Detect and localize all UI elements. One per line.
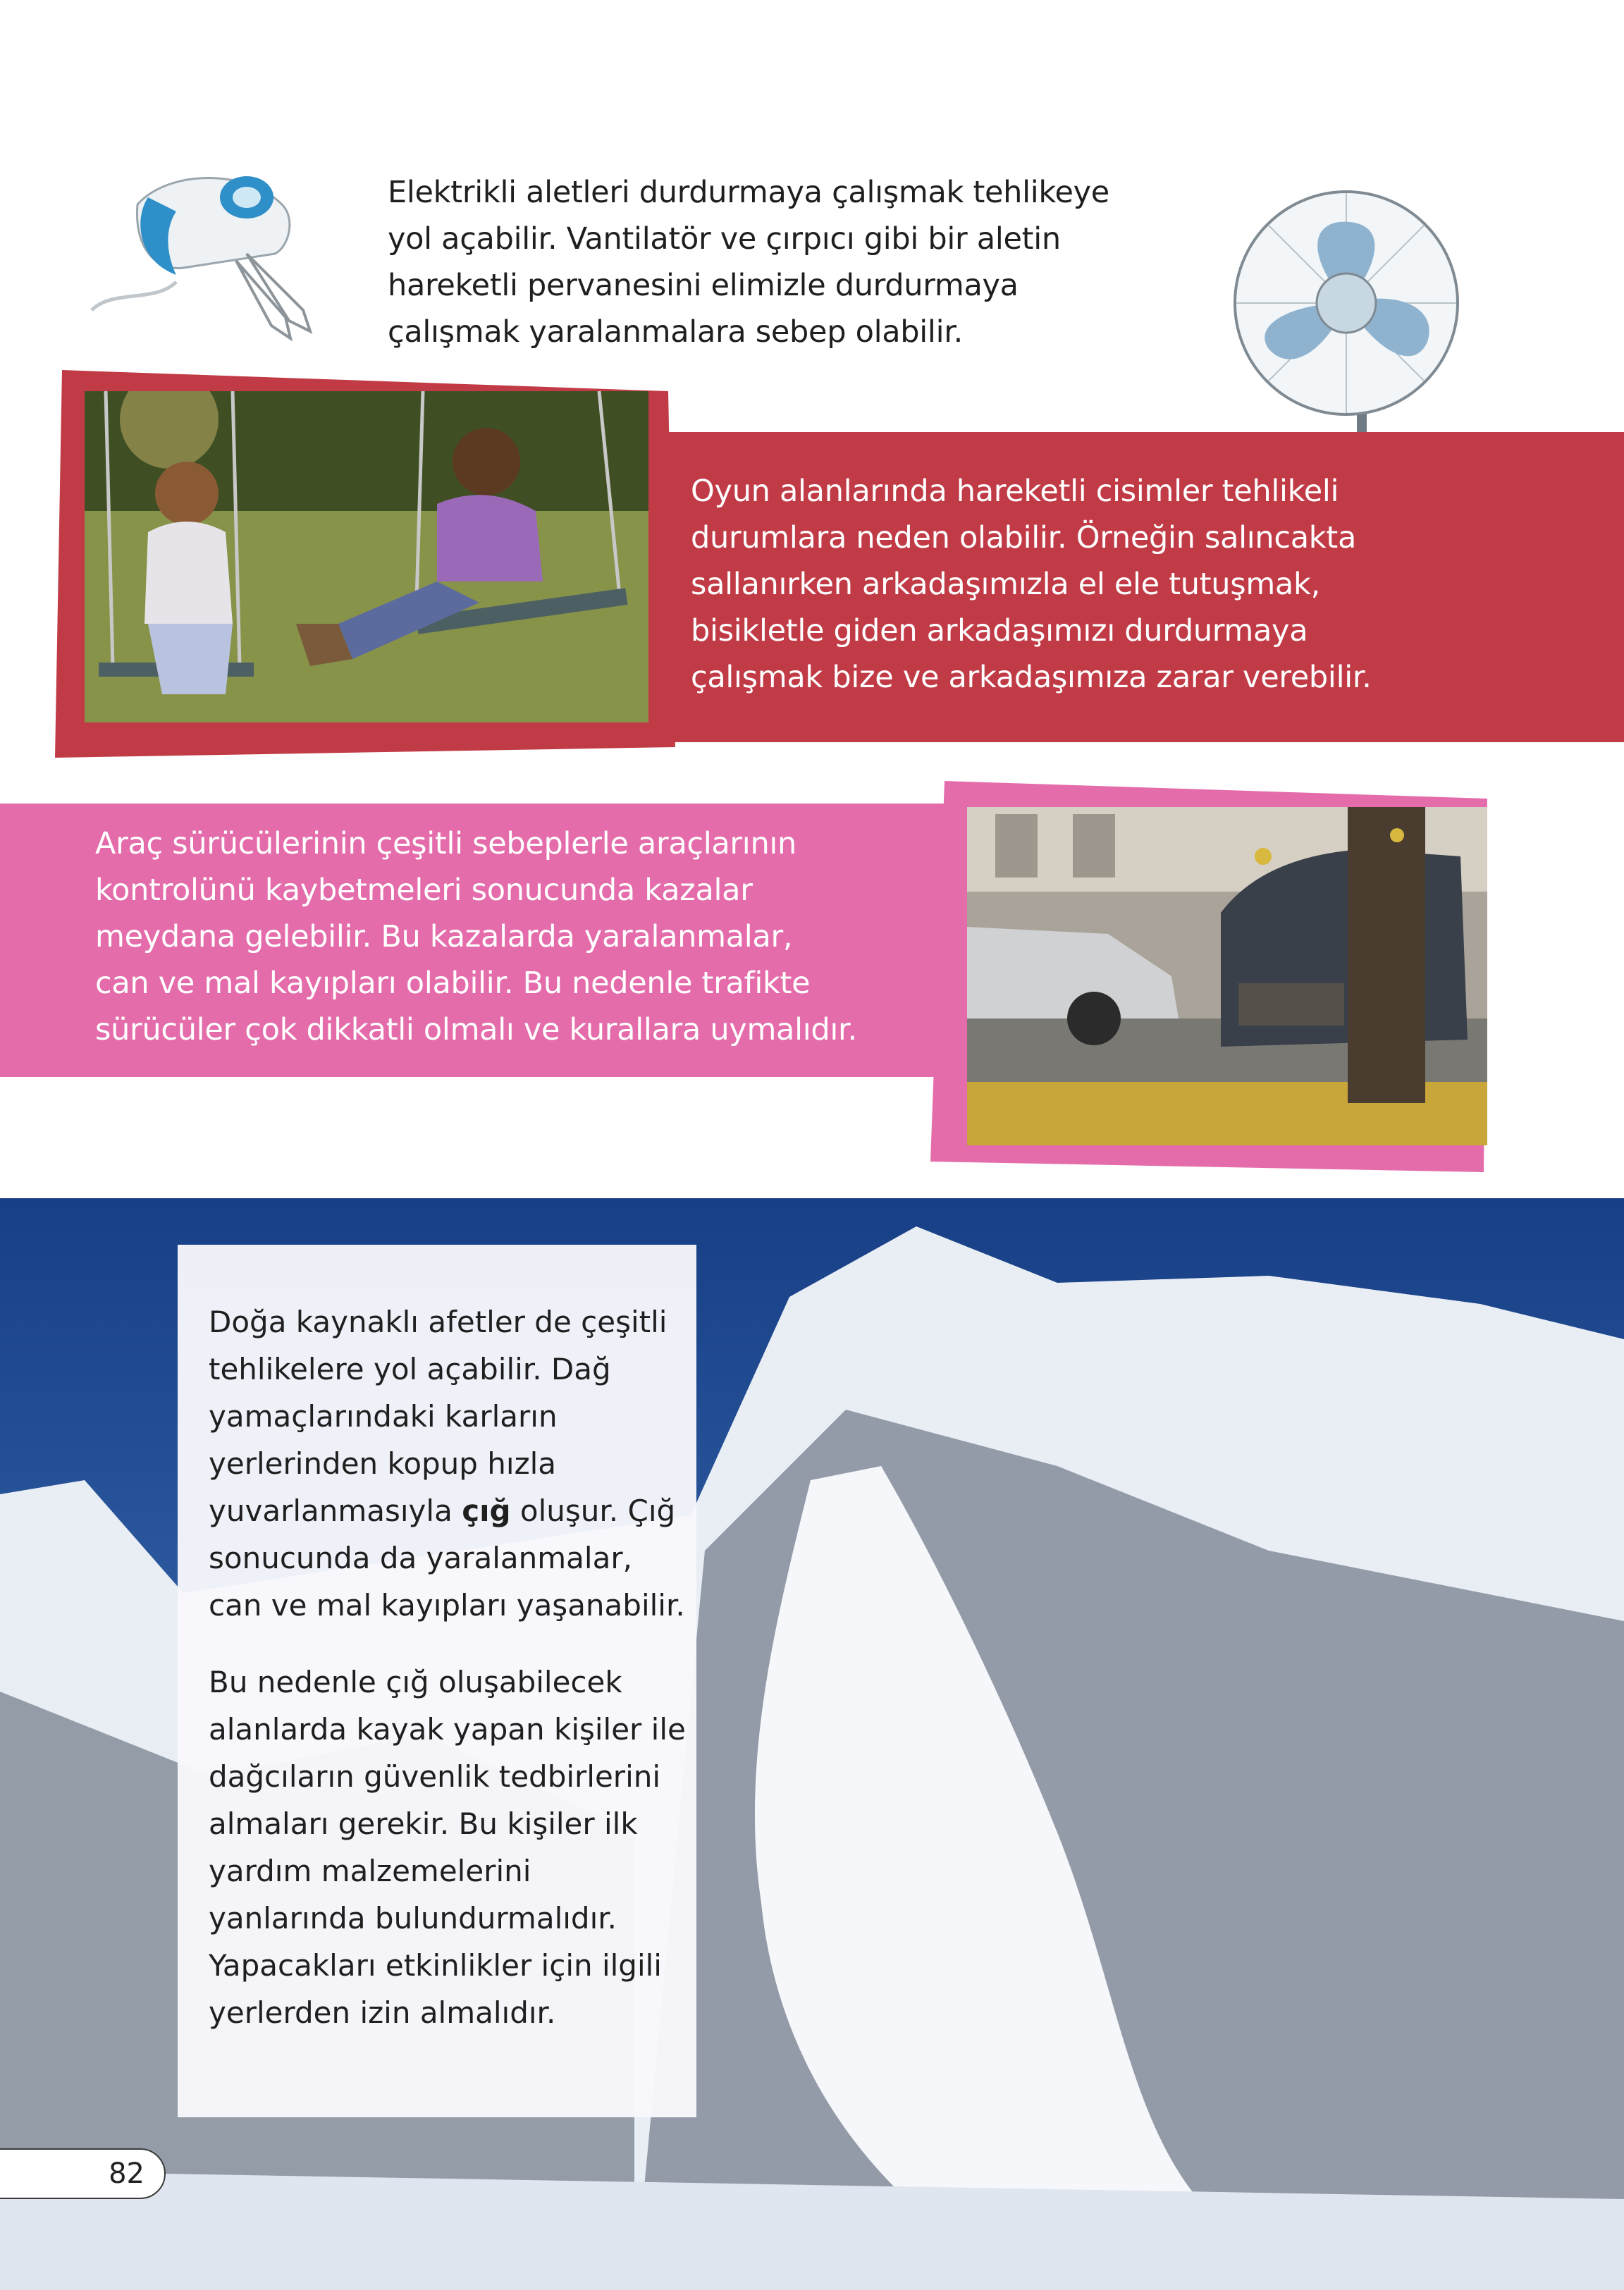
text-line: Elektrikli aletleri durdurmaya çalışmak tehlikeye — [388, 175, 1109, 210]
text-line: durumlara neden olabilir. Örneğin salıncakta — [691, 520, 1356, 555]
avalanche-paragraph-2: Bu nedenle çığ oluşabilecek alanlarda kayak yapan kişiler ile dağcıların güvenlik tedbirlerini almaları gerekir. Bu kişiler ilk yardım malzemelerini yanlarında bulundurmalıdır. Yapacakları etkinlikler için ilgili yerlerden izin almalıdır. — [209, 1665, 686, 2030]
keyword-cig: çığ — [462, 1494, 511, 1528]
swing-photo — [85, 391, 648, 722]
desk-fan-icon — [1226, 190, 1466, 444]
text-span: oluşur. Çığ sonucunda da yaralanmalar, can ve mal kayıpları yaşanabilir. — [209, 1494, 685, 1623]
page-number — [0, 2148, 166, 2199]
text-line: çalışmak bize ve arkadaşımıza zarar verebilir. — [691, 660, 1372, 695]
page-number-text: 82 — [109, 2157, 144, 2190]
text-span: Doğa kaynaklı afetler de çeşitli tehlikelere yol açabilir. Dağ yamaçlarındaki karların yerlerinden kopup hızla yuvarlanmasıyla — [209, 1305, 668, 1528]
hand-mixer-icon — [70, 141, 352, 352]
text-line: hareketli pervanesini elimizle durdurmaya — [388, 268, 1019, 303]
text-line: Araç sürücülerinin çeşitli sebeplerle araçlarının — [95, 826, 797, 861]
text-line: bisikletle giden arkadaşımızı durdurmaya — [691, 613, 1308, 648]
avalanche-paragraphs — [209, 1269, 688, 2066]
text-line: meydana gelebilir. Bu kazalarda yaralanmalar, — [95, 919, 793, 954]
playground-paragraph — [691, 468, 1607, 701]
car-crash-photo — [967, 807, 1487, 1145]
text-line: çalışmak yaralanmalara sebep olabilir. — [388, 314, 964, 350]
text-line: yol açabilir. Vantilatör ve çırpıcı gibi bir aletin — [388, 221, 1061, 257]
text-line: kontrolünü kaybetmeleri sonucunda kazalar — [95, 873, 753, 908]
text-line: sallanırken arkadaşımızla el ele tutuşmak, — [691, 567, 1320, 602]
intro-paragraph — [388, 169, 1198, 355]
avalanche-paragraph-1 — [209, 1298, 688, 1629]
text-line: can ve mal kayıpları olabilir. Bu nedenle trafikte — [95, 966, 811, 1001]
traffic-paragraph — [95, 820, 969, 1053]
text-line: sürücüler çok dikkatli olmalı ve kurallara uymalıdır. — [95, 1012, 857, 1047]
text-line: Oyun alanlarında hareketli cisimler tehlikeli — [691, 474, 1339, 509]
